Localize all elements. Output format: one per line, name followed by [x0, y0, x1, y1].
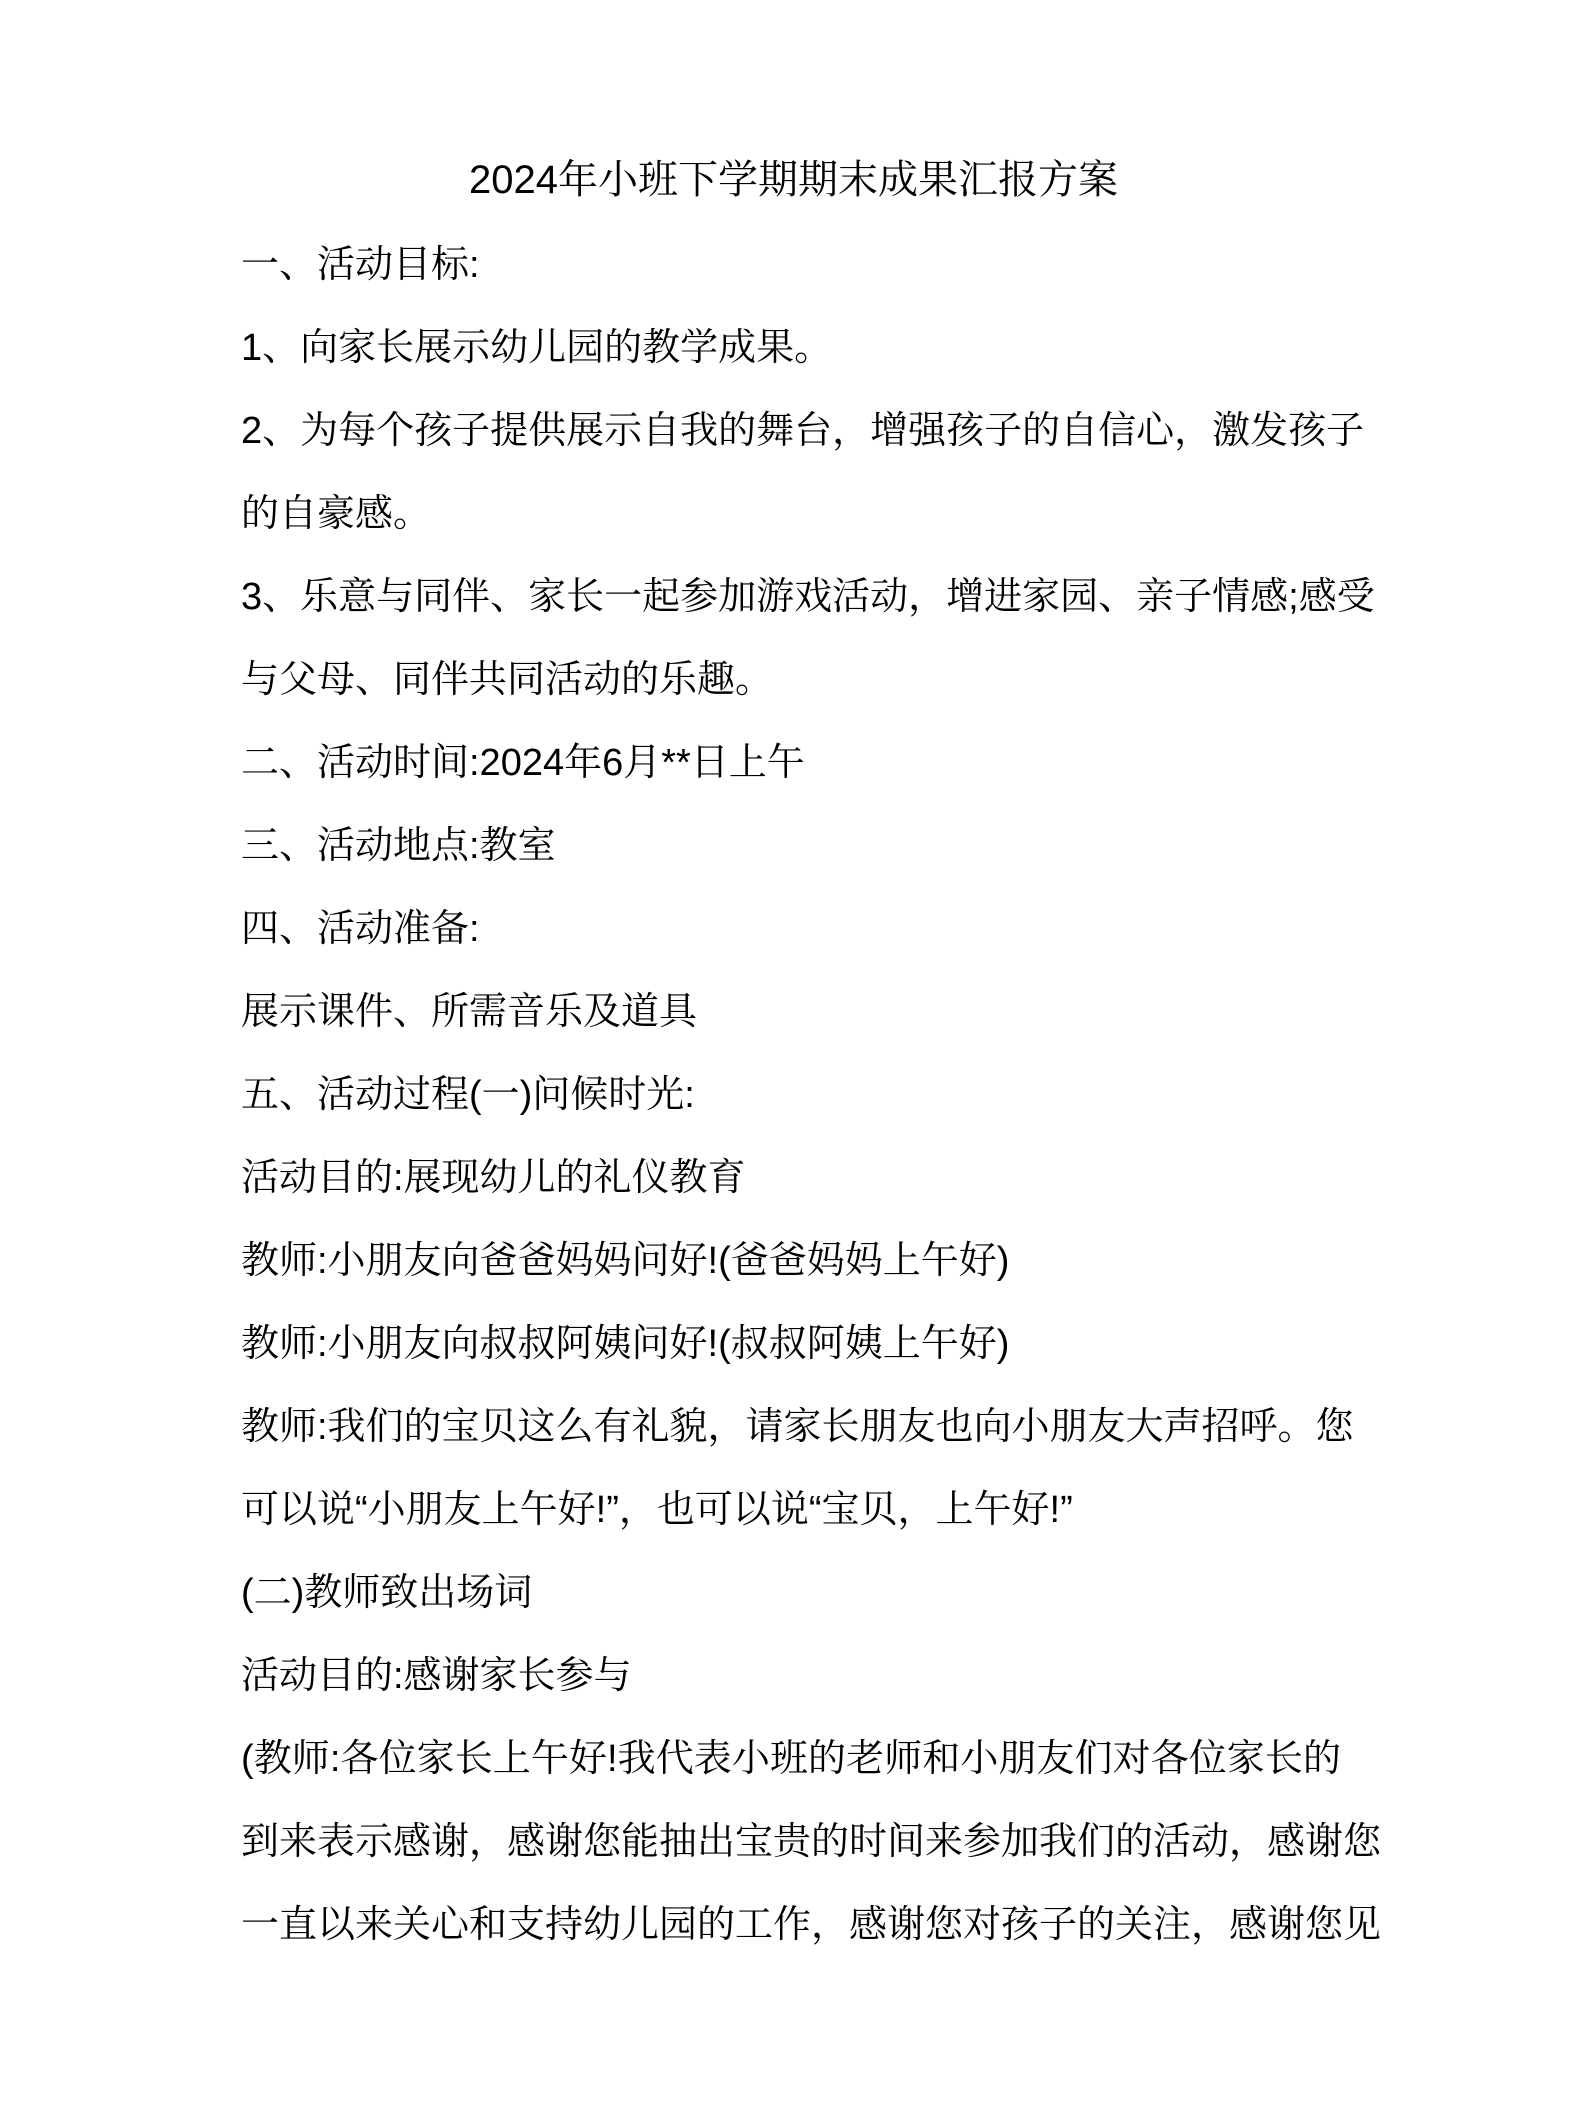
- paragraph-line: 活动目的:感谢家长参与: [241, 1655, 632, 1697]
- paragraph-line: 3、乐意与同伴、家长一起参加游戏活动，增进家园、亲子情感;感受: [241, 576, 1375, 618]
- paragraph-line: 四、活动准备:: [241, 908, 480, 950]
- paragraph-line: 五、活动过程(一)问候时光:: [241, 1074, 695, 1116]
- paragraph-line: (二)教师致出场词: [241, 1572, 533, 1614]
- paragraph-line: 展示课件、所需音乐及道具: [241, 991, 698, 1033]
- paragraph-line: 的自豪感。: [241, 493, 432, 535]
- paragraph-line: 一、活动目标:: [241, 244, 480, 286]
- paragraph-line: 教师:我们的宝贝这么有礼貌，请家长朋友也向小朋友大声招呼。您: [241, 1406, 1354, 1448]
- paragraph-line: 一直以来关心和支持幼儿园的工作，感谢您对孩子的关注，感谢您见: [241, 1904, 1382, 1946]
- paragraph-line: 二、活动时间:2024年6月**日上午: [241, 742, 805, 784]
- paragraph-line: 三、活动地点:教室: [241, 825, 556, 867]
- paragraph-line: 教师:小朋友向叔叔阿姨问好!(叔叔阿姨上午好): [241, 1323, 1010, 1365]
- document-title: 2024年小班下学期期末成果汇报方案: [469, 158, 1118, 202]
- paragraph-line: 可以说“小朋友上午好!”，也可以说“宝贝，上午好!”: [241, 1489, 1073, 1531]
- paragraph-line: 1、向家长展示幼儿园的教学成果。: [241, 327, 833, 369]
- paragraph-line: 与父母、同伴共同活动的乐趣。: [241, 659, 774, 701]
- paragraph-line: 到来表示感谢，感谢您能抽出宝贵的时间来参加我们的活动，感谢您: [241, 1821, 1382, 1863]
- paragraph-line: 活动目的:展现幼儿的礼仪教育: [241, 1157, 746, 1199]
- paragraph-line: 2、为每个孩子提供展示自我的舞台，增强孩子的自信心，激发孩子: [241, 410, 1365, 452]
- paragraph-line: 教师:小朋友向爸爸妈妈问好!(爸爸妈妈上午好): [241, 1240, 1010, 1282]
- paragraph-line: (教师:各位家长上午好!我代表小班的老师和小朋友们对各位家长的: [241, 1738, 1341, 1780]
